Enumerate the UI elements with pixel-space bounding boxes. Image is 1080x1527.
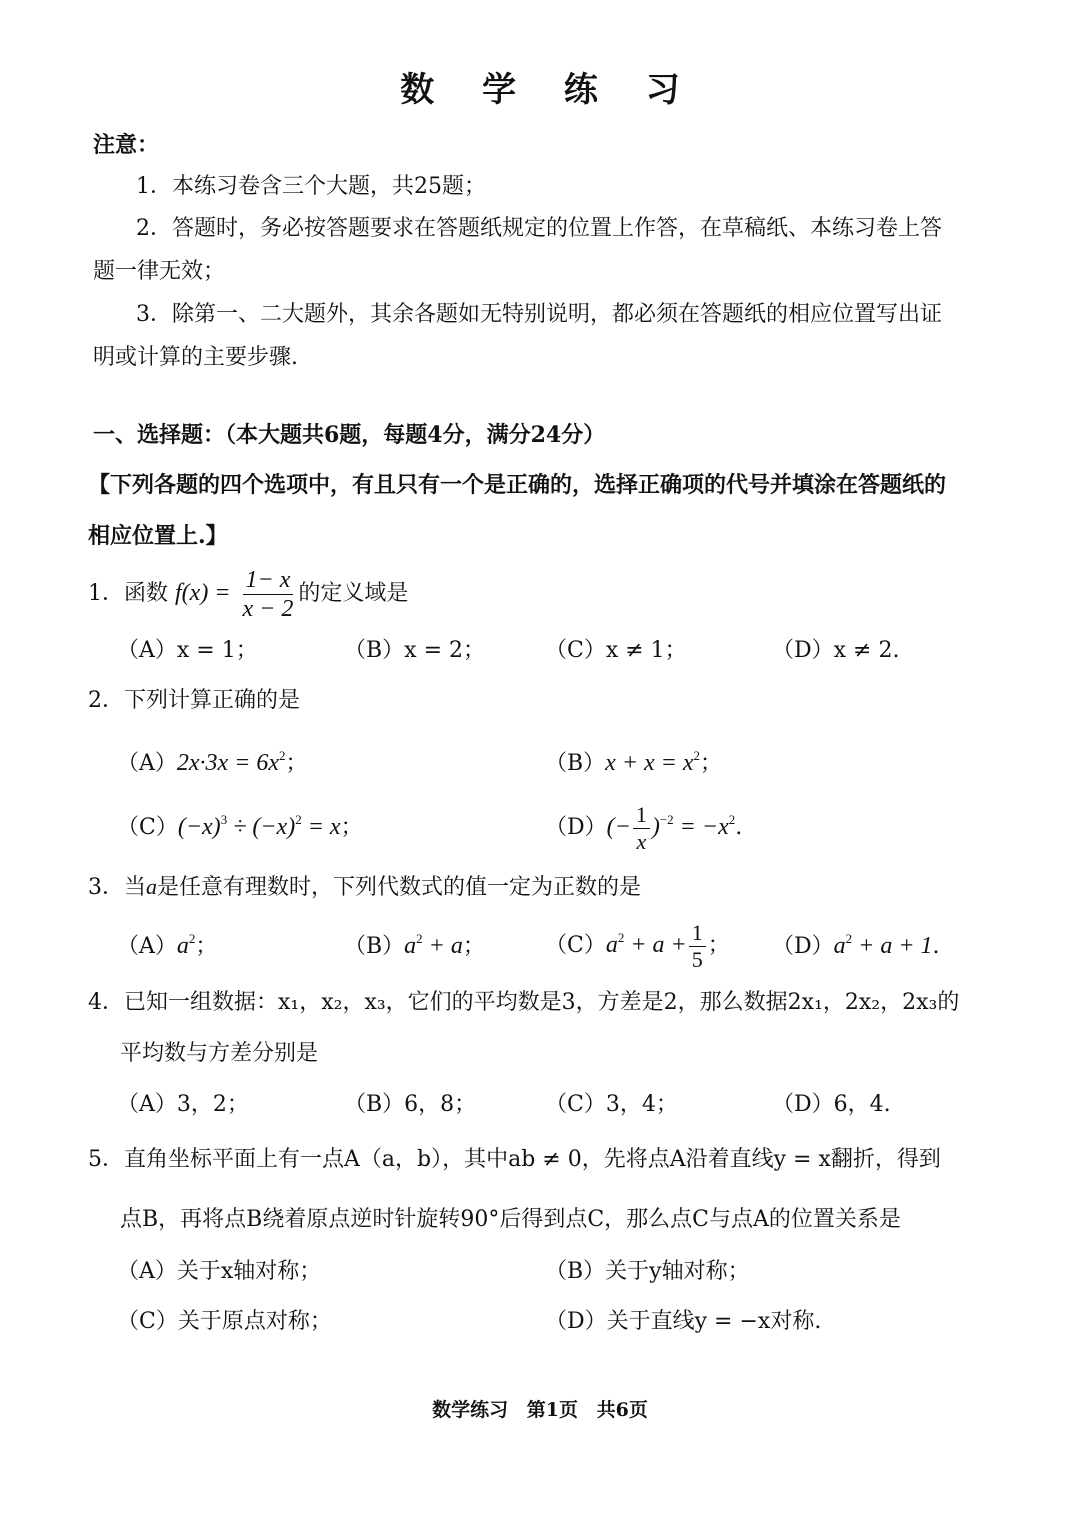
option-c: （C）关于原点对称； — [117, 1309, 332, 1334]
question-text: 直角坐标平面上有一点A（a，b），其中ab ≠ 0，先将点A沿着直线y = x翻折，得到 — [124, 1147, 941, 1172]
option-label: （B） — [344, 934, 405, 959]
question-text: 是任意有理数时，下列代数式的值一定为正数的是 — [157, 875, 642, 900]
option-end: ； — [462, 934, 485, 959]
math-expression: (−x) — [177, 814, 221, 840]
option-d: （D）x ≠ 2. — [772, 638, 900, 663]
notice-item-2-cont: 题一律无效； — [93, 259, 226, 284]
option-c: $(C)a^2 + a$ + $\frac{1}{5}$ ； — [545, 919, 730, 972]
option-a: （A）关于x轴对称； — [117, 1259, 322, 1284]
notice-heading: 注意： — [93, 132, 160, 158]
option-label: （A） — [117, 934, 177, 959]
math-variable: a — [833, 933, 846, 959]
fraction — [689, 919, 706, 972]
question-text: 已知一组数据：x₁，x₂，x₃，它们的平均数是3，方差是2，那么数据2x₁，2x₂，2x₃的 — [124, 990, 960, 1015]
math-variable: a — [176, 933, 189, 959]
option-label: （D） — [772, 934, 834, 959]
option-a: $(A)a^2$； — [117, 931, 218, 959]
option-end: . — [932, 934, 940, 959]
fraction-denominator: x − 2 — [242, 595, 294, 622]
option-end: ； — [340, 815, 363, 840]
footer-total: 共6页 — [596, 1399, 648, 1421]
option-b: $(B)x + x = x^2$； — [545, 748, 723, 776]
fraction — [633, 801, 650, 854]
section-instruction-line2: 相应位置上.】 — [88, 523, 228, 549]
option-c: $(C)(-x)^3 \div (-x)^2 = x$； — [117, 812, 363, 840]
math-expression: ) — [651, 814, 660, 840]
option-a: （A）3，2； — [117, 1092, 249, 1117]
option-c: （C）3，4； — [545, 1092, 678, 1117]
math-variable: a — [404, 933, 417, 959]
question-2-stem — [88, 686, 300, 716]
option-end: ； — [195, 934, 218, 959]
question-5-stem-cont: 点B，再将点B绕着原点逆时针旋转90°后得到点C，那么点C与点A的位置关系是 — [120, 1207, 901, 1232]
math-variable: a — [605, 932, 618, 958]
math-expression: + a + 1 — [852, 933, 933, 959]
option-end: . — [735, 815, 743, 840]
question-number: 1． — [88, 581, 124, 606]
notice-item-1: 1．本练习卷含三个大题，共25题； — [136, 174, 486, 199]
math-expression: x + x = x — [605, 750, 694, 776]
option-end: ； — [707, 933, 730, 958]
fraction-denominator: x — [636, 828, 647, 854]
question-5-stem — [88, 1145, 941, 1175]
math-expression: ÷ (−x) — [227, 814, 296, 840]
option-label: （C） — [117, 815, 178, 840]
option-label: （D） — [545, 815, 607, 840]
math-expression: 2x·3x = 6x — [176, 750, 280, 776]
fraction-numerator: 1 — [689, 922, 706, 947]
option-b: （B）关于y轴对称； — [545, 1259, 750, 1284]
option-a: $(A)2x\cdot 3x = 6x^2$； — [117, 748, 308, 776]
option-a: （A）x = 1； — [117, 638, 258, 663]
option-b: （B）6，8； — [344, 1092, 477, 1117]
question-number: 4． — [88, 990, 124, 1015]
section-heading: 一、选择题：（本大题共6题，每题4分，满分24分） — [93, 422, 606, 448]
notice-item-2: 2．答题时，务必按答题要求在答题纸规定的位置上作答，在草稿纸、本练习卷上答 — [136, 216, 942, 241]
math-variable: a — [146, 874, 158, 899]
footer-name: 数学练习 — [432, 1399, 509, 1421]
question-4-stem-cont: 平均数与方差分别是 — [120, 1041, 319, 1066]
option-d: （D）6，4. — [772, 1092, 891, 1117]
question-4-stem — [88, 988, 959, 1018]
footer-page: 第1页 — [526, 1399, 578, 1421]
question-text: 下列计算正确的是 — [124, 688, 301, 713]
option-b: （B）x = 2； — [344, 638, 485, 663]
option-d: $(D)a^2 + a + 1$. — [772, 931, 940, 959]
math-expression: = x — [301, 814, 341, 840]
math-expression: f(x) = — [175, 580, 231, 606]
option-label: （C） — [545, 933, 606, 958]
option-c: （C）x ≠ 1； — [545, 638, 687, 663]
notice-item-3-cont: 明或计算的主要步骤. — [93, 345, 298, 370]
option-d: （D）关于直线y = −x对称. — [545, 1309, 822, 1334]
math-expression: = −x — [673, 814, 729, 840]
question-3-stem — [88, 872, 641, 903]
question-1-stem — [88, 563, 408, 624]
question-text: 当 — [124, 875, 147, 900]
question-number: 3． — [88, 875, 124, 900]
page-title: 数 学 练 习 — [400, 70, 698, 110]
fraction — [240, 568, 297, 621]
question-number: 5． — [88, 1147, 124, 1172]
option-b: $(B)a^2 + a$； — [344, 931, 485, 959]
math-expression: + a + — [624, 932, 687, 958]
question-text: 函数 — [124, 581, 169, 606]
exponent: −2 — [659, 812, 674, 827]
notice-item-3: 3．除第一、二大题外，其余各题如无特别说明，都必须在答题纸的相应位置写出证 — [136, 302, 942, 327]
option-end: ； — [285, 751, 308, 776]
page-footer — [0, 1395, 1080, 1422]
option-label: （B） — [545, 751, 606, 776]
option-d: （D）(− $\frac{1}{x}$ )$^{-2} = -x^2$. — [545, 801, 743, 854]
math-expression: + a — [422, 933, 463, 959]
section-instruction-line1: 【下列各题的四个选项中，有且只有一个是正确的，选择正确项的代号并填涂在答题纸的 — [88, 472, 947, 498]
question-text: 的定义域是 — [298, 581, 409, 606]
option-end: ； — [700, 751, 723, 776]
fraction-denominator: 5 — [691, 946, 703, 972]
fraction-numerator: 1 — [633, 804, 650, 829]
fraction-numerator: 1− x — [243, 568, 294, 595]
question-number: 2． — [88, 688, 124, 713]
option-label: （A） — [117, 751, 177, 776]
math-expression: (− — [606, 814, 631, 840]
